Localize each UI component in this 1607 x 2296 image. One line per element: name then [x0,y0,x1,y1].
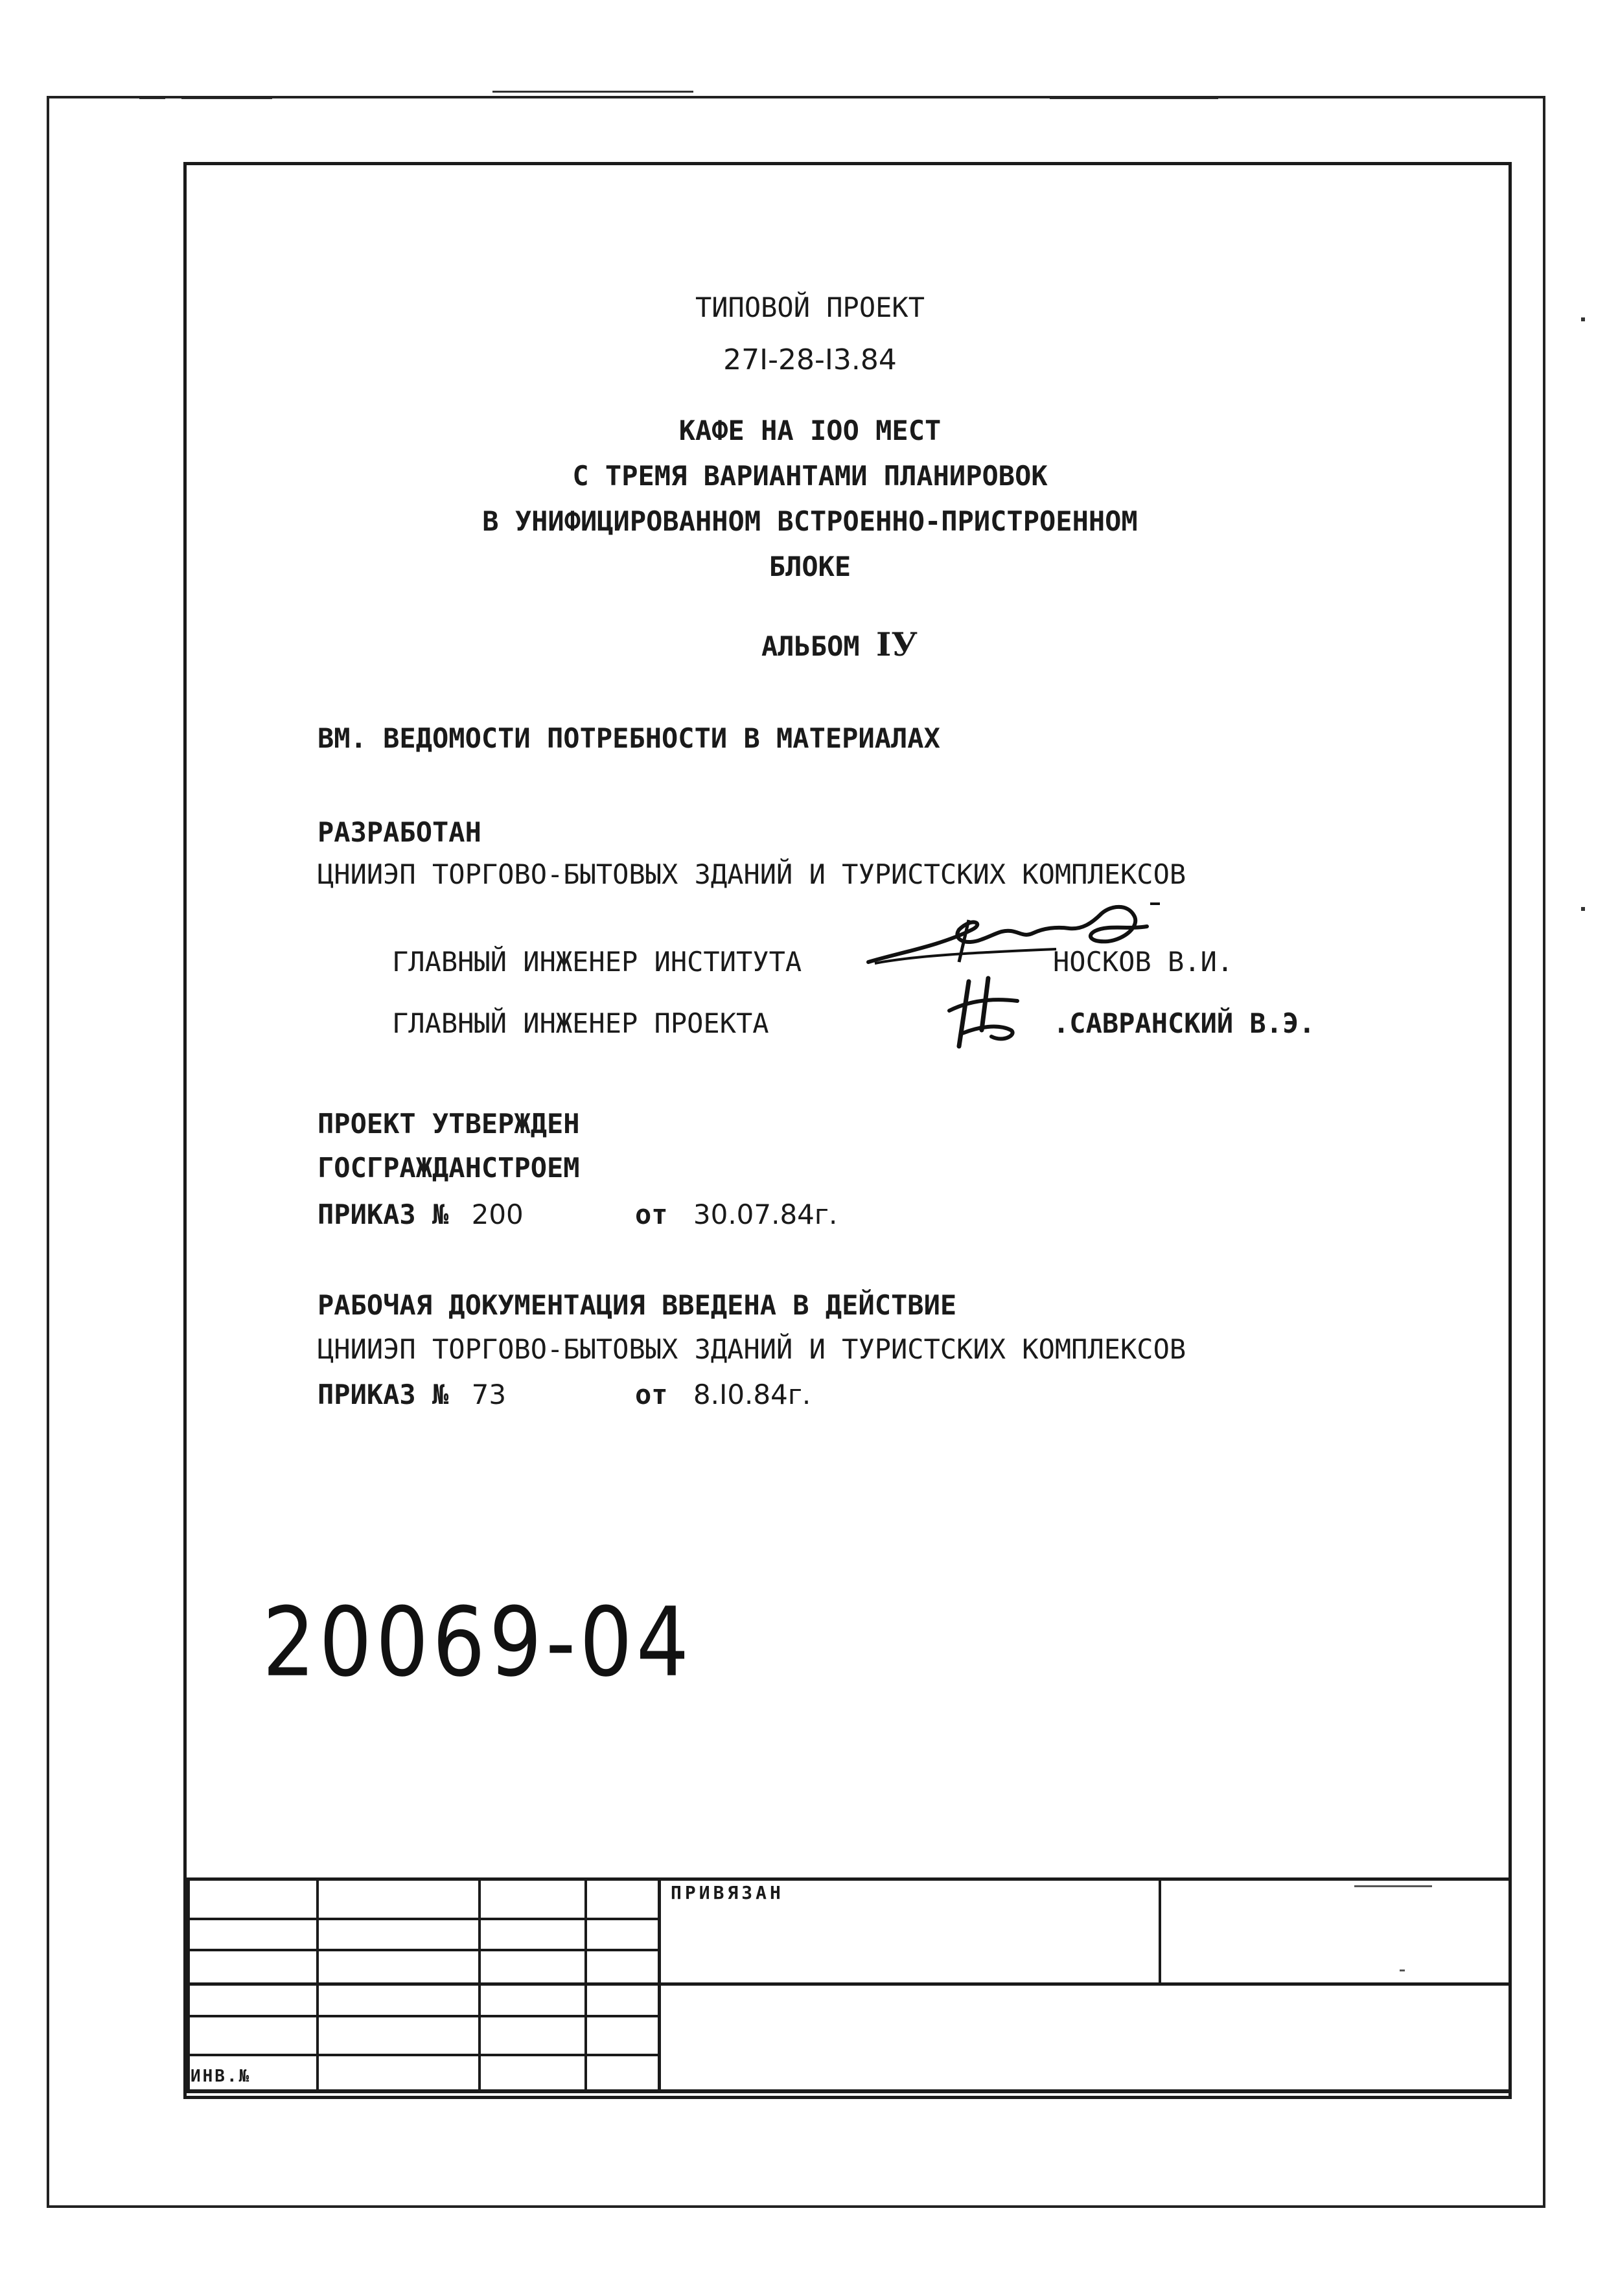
enactment-line-1: РАБОЧАЯ ДОКУМЕНТАЦИЯ ВВЕДЕНА В ДЕЙСТВИЕ [318,1289,957,1321]
approval-date [635,1199,837,1230]
signatory-role-1: ГЛАВНЫЙ ИНЖЕНЕР ИНСТИТУТА [392,946,802,978]
signature-chief-engineer-institute [862,891,1160,975]
album-label: АЛЬБОМ [761,630,860,662]
title-line-1: КАФЕ НА IOO МЕСТ [678,415,942,446]
enactment-line-2: ЦНИИЭП ТОРГОВО-БЫТОВЫХ ЗДАНИЙ И ТУРИСТСКИХ КОМПЛЕКСОВ [318,1333,1186,1365]
title-line-2: С ТРЕМЯ ВАРИАНТАМИ ПЛАНИРОВОК [572,460,1048,492]
approval-line-2: ГОСГРАЖДАНСТРОЕМ [318,1152,580,1184]
approval-order-label: ПРИКАЗ № [318,1199,449,1230]
signature-chief-engineer-project [940,972,1030,1056]
signatory-name-1: НОСКОВ В.И. [1053,946,1234,978]
stamp-number: 20069-04 [262,1587,693,1699]
approval-line-1: ПРОЕКТ УТВЕРЖДЕН [318,1108,580,1140]
bound-label: ПРИВЯЗАН [671,1882,784,1903]
title-line-3: В УНИФИЦИРОВАННОМ ВСТРОЕННО-ПРИСТРОЕННОМ [482,505,1138,537]
enactment-order-number: 73 [471,1379,507,1410]
enactment-date [635,1379,811,1410]
inventory-label: ИНВ.№ [191,2067,251,2086]
scan-mark [492,91,693,93]
enactment-date-label: от [635,1379,668,1410]
approval-order [318,1199,524,1230]
title-line-4: БЛОКЕ [769,551,851,582]
signatory-name-2: .САВРАНСКИЙ В.Э. [1053,1007,1315,1039]
scan-mark [1581,907,1585,911]
approval-date-label: от [635,1199,668,1230]
project-code: 27I-28-I3.84 [723,343,897,376]
enactment-date-value: 8.I0.84г. [693,1379,811,1410]
album-heading [761,625,918,663]
approval-date-value: 30.07.84г. [693,1199,838,1230]
approval-order-number: 200 [471,1199,524,1230]
enactment-order-label: ПРИКАЗ № [318,1379,449,1410]
developer-label: РАЗРАБОТАН [318,816,481,848]
album-number: IУ [876,625,918,663]
enactment-order [318,1379,506,1410]
project-type: ТИПОВОЙ ПРОЕКТ [695,292,925,323]
developer-org: ЦНИИЭП ТОРГОВО-БЫТОВЫХ ЗДАНИЙ И ТУРИСТСКИХ КОМПЛЕКСОВ [318,858,1186,890]
signatory-role-2: ГЛАВНЫЙ ИНЖЕНЕР ПРОЕКТА [392,1007,769,1039]
scan-mark [1581,317,1585,321]
section-title: ВМ. ВЕДОМОСТИ ПОТРЕБНОСТИ В МАТЕРИАЛАХ [318,722,940,754]
